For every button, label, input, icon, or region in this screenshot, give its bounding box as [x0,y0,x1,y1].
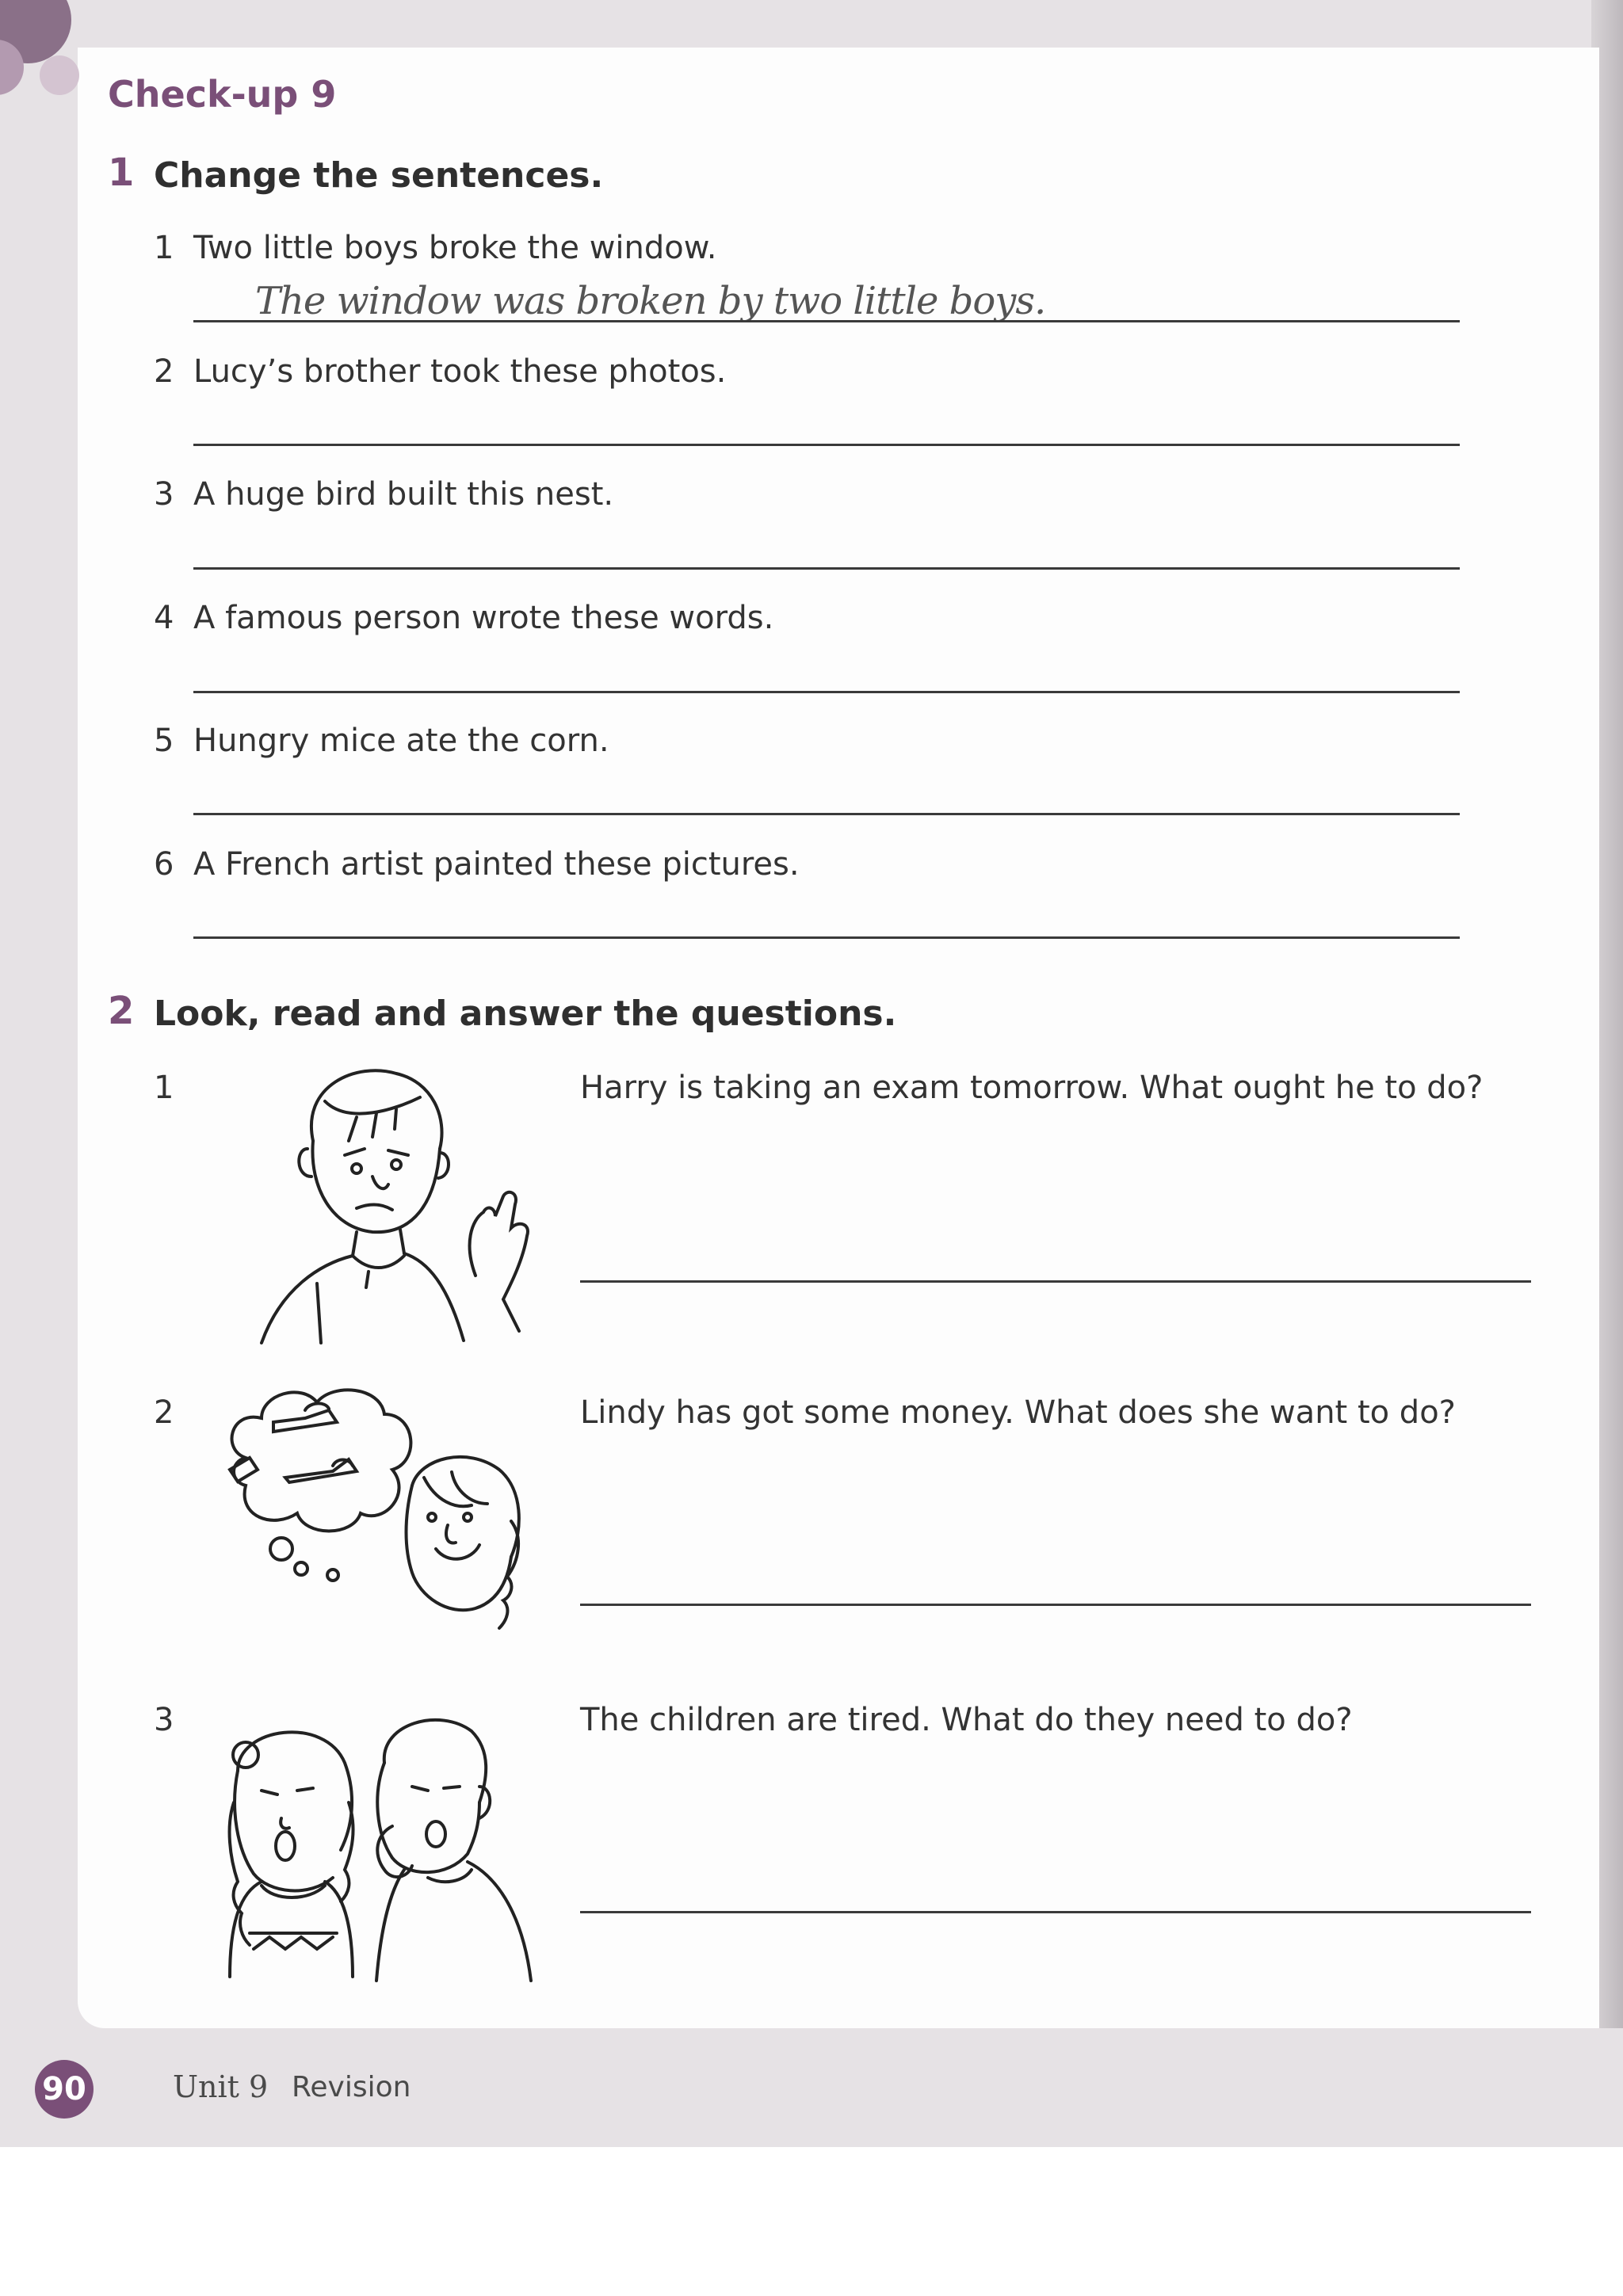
question-number: 3 [154,1702,174,1738]
answer-line[interactable] [580,1604,1531,1606]
answer-line[interactable] [193,320,1460,322]
page-number-badge: 90 [35,2060,94,2119]
item-sentence: Two little boys broke the window. [193,230,717,266]
question-number: 1 [154,1070,174,1106]
question-text: Harry is taking an exam tomorrow. What ought he to do? [580,1070,1484,1106]
section-1-title: Change the sentences. [154,155,604,196]
item-number: 2 [154,353,174,390]
answer-line[interactable] [580,1280,1531,1283]
item-sentence: A huge bird built this nest. [193,476,614,513]
item-number: 1 [154,230,174,266]
item-number: 4 [154,600,174,636]
question-number: 2 [154,1394,174,1431]
item-number: 6 [154,846,174,883]
item-sentence: Lucy’s brother took these photos. [193,353,727,390]
answer-line[interactable] [193,444,1460,446]
answer-line[interactable] [193,691,1460,693]
example-answer: The window was broken by two little boys. [255,279,1046,323]
answer-line[interactable] [580,1911,1531,1913]
page-title: Check-up 9 [108,73,337,116]
item-number: 3 [154,476,174,513]
item-sentence: A French artist painted these pictures. [193,846,800,883]
yawning-children-illustration [214,1715,571,1985]
question-text: Lindy has got some money. What does she want to do? [580,1394,1456,1431]
item-number: 5 [154,723,174,759]
decor-circle [40,55,79,95]
footer-unit: Unit 9 [173,2069,269,2104]
question-text: The children are tired. What do they need to do? [580,1702,1353,1738]
item-sentence: A famous person wrote these words. [193,600,774,636]
answer-line[interactable] [193,936,1460,939]
girl-dreaming-of-shoes-illustration [214,1379,547,1656]
worried-boy-illustration [238,1054,555,1347]
section-2-title: Look, read and answer the questions. [154,994,897,1034]
section-1-number: 1 [108,151,135,195]
section-2-number: 2 [108,989,135,1033]
footer-section: Revision [292,2071,411,2103]
item-sentence: Hungry mice ate the corn. [193,723,609,759]
answer-line[interactable] [193,567,1460,570]
answer-line[interactable] [193,813,1460,815]
